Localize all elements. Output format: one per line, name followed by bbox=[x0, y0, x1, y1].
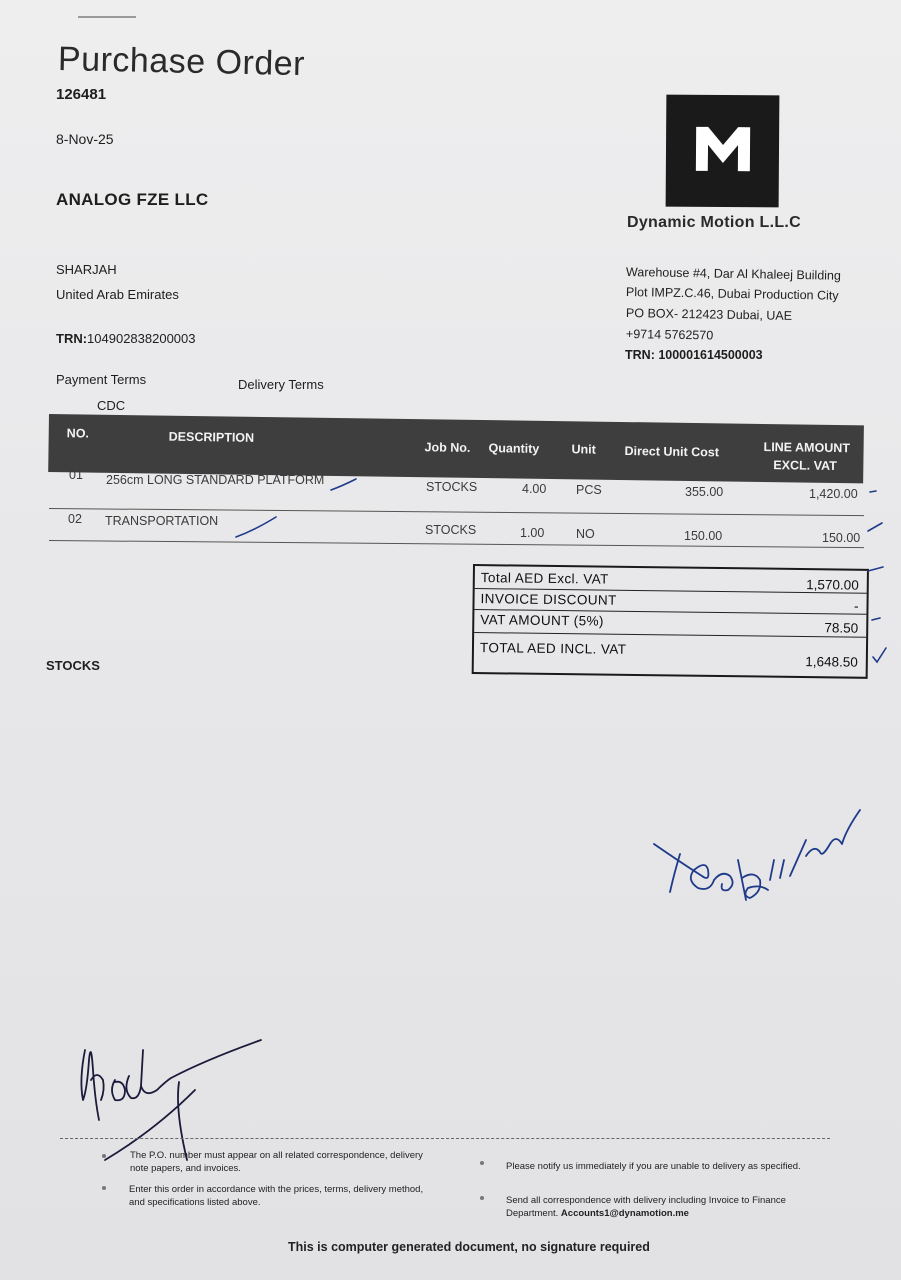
company-address-line: Warehouse #4, Dar Al Khaleej Building bbox=[625, 265, 842, 283]
col-unit: Unit bbox=[571, 442, 596, 457]
col-line-amount-sub: EXCL. VAT bbox=[773, 458, 837, 474]
table-row-description: 256cm LONG STANDARD PLATFORM bbox=[106, 473, 325, 487]
finance-email: Accounts1@dynamotion.me bbox=[560, 1208, 689, 1219]
signature-right bbox=[650, 800, 870, 920]
footer-note: Please notify us immediately if you are unable to delivery as specified. bbox=[506, 1161, 801, 1172]
vat-amount-label: VAT AMOUNT (5%) bbox=[480, 612, 604, 629]
col-line-amount: LINE AMOUNT bbox=[763, 439, 851, 456]
delivery-terms-label: Delivery Terms bbox=[238, 377, 324, 392]
invoice-discount-value: - bbox=[853, 598, 859, 614]
footer-note bbox=[506, 1194, 826, 1220]
table-row-unit-cost: 355.00 bbox=[685, 485, 724, 499]
company-name: Dynamic Motion L.L.C bbox=[627, 214, 801, 231]
table-row-unit: NO bbox=[576, 527, 595, 541]
footer-note-text: Send all correspondence with delivery including Invoice to Finance Department. bbox=[506, 1195, 786, 1219]
company-address-line: PO BOX- 212423 Dubai, UAE bbox=[625, 306, 793, 323]
vendor-trn-label: TRN: bbox=[56, 331, 88, 346]
vat-amount-value: 78.50 bbox=[824, 620, 859, 636]
table-row-job: STOCKS bbox=[426, 480, 478, 494]
total-incl-vat-value: 1,648.50 bbox=[805, 654, 858, 670]
vendor-country: United Arab Emirates bbox=[56, 287, 179, 302]
job-reference: STOCKS bbox=[46, 658, 100, 673]
bullet-icon bbox=[102, 1186, 106, 1190]
total-incl-vat-label: TOTAL AED INCL. VAT bbox=[479, 640, 627, 657]
po-number: 126481 bbox=[56, 86, 107, 103]
table-row-no: 02 bbox=[68, 512, 82, 526]
col-quantity: Quantity bbox=[488, 441, 540, 456]
vendor-city: SHARJAH bbox=[56, 262, 117, 277]
table-row-no: 01 bbox=[69, 468, 83, 482]
total-excl-vat-label: Total AED Excl. VAT bbox=[480, 570, 609, 587]
table-row-job: STOCKS bbox=[425, 523, 477, 537]
col-no: NO. bbox=[66, 426, 90, 441]
tick-mark bbox=[872, 618, 880, 620]
tick-mark bbox=[331, 479, 356, 490]
company-trn: TRN: 100001614500003 bbox=[625, 348, 763, 362]
footer-note: The P.O. number must appear on all related correspondence, delivery note papers, and invoices. bbox=[130, 1150, 423, 1174]
table-row-unit-cost: 150.00 bbox=[684, 529, 723, 543]
document-title: Purchase Order bbox=[57, 40, 306, 84]
po-date: 8-Nov-25 bbox=[56, 131, 114, 147]
table-row-qty: 4.00 bbox=[522, 482, 547, 496]
tick-mark bbox=[236, 517, 276, 537]
tick-mark bbox=[868, 567, 883, 571]
bullet-icon bbox=[480, 1196, 484, 1200]
tick-mark bbox=[873, 648, 886, 662]
vendor-trn-value: 104902838200003 bbox=[87, 331, 196, 346]
table-row-qty: 1.00 bbox=[520, 526, 545, 540]
col-description: DESCRIPTION bbox=[168, 429, 255, 445]
total-excl-vat-value: 1,570.00 bbox=[806, 577, 859, 593]
bullet-icon bbox=[480, 1161, 484, 1165]
vendor-name: ANALOG FZE LLC bbox=[56, 190, 209, 209]
bullet-icon bbox=[102, 1154, 106, 1158]
table-row-amount: 1,420.00 bbox=[809, 487, 858, 501]
computer-generated-note: This is computer generated document, no signature required bbox=[288, 1240, 650, 1254]
col-job-no: Job No. bbox=[424, 440, 471, 455]
signature-left bbox=[75, 1020, 275, 1170]
table-row-unit: PCS bbox=[576, 483, 602, 497]
col-unit-cost: Direct Unit Cost bbox=[624, 444, 720, 460]
tick-mark bbox=[868, 523, 882, 531]
tick-mark bbox=[870, 491, 876, 492]
table-row-amount: 150.00 bbox=[822, 531, 861, 545]
payment-terms-value: CDC bbox=[97, 398, 126, 413]
footer-separator bbox=[60, 1138, 830, 1139]
table-row-description: TRANSPORTATION bbox=[105, 514, 219, 528]
footer-note: Enter this order in accordance with the prices, terms, delivery method, and specifications listed above. bbox=[129, 1184, 424, 1208]
invoice-discount-label: INVOICE DISCOUNT bbox=[480, 591, 617, 608]
company-address-line: Plot IMPZ.C.46, Dubai Production City bbox=[625, 285, 839, 303]
payment-terms-label: Payment Terms bbox=[56, 372, 147, 387]
company-phone: +9714 5762570 bbox=[625, 327, 714, 343]
